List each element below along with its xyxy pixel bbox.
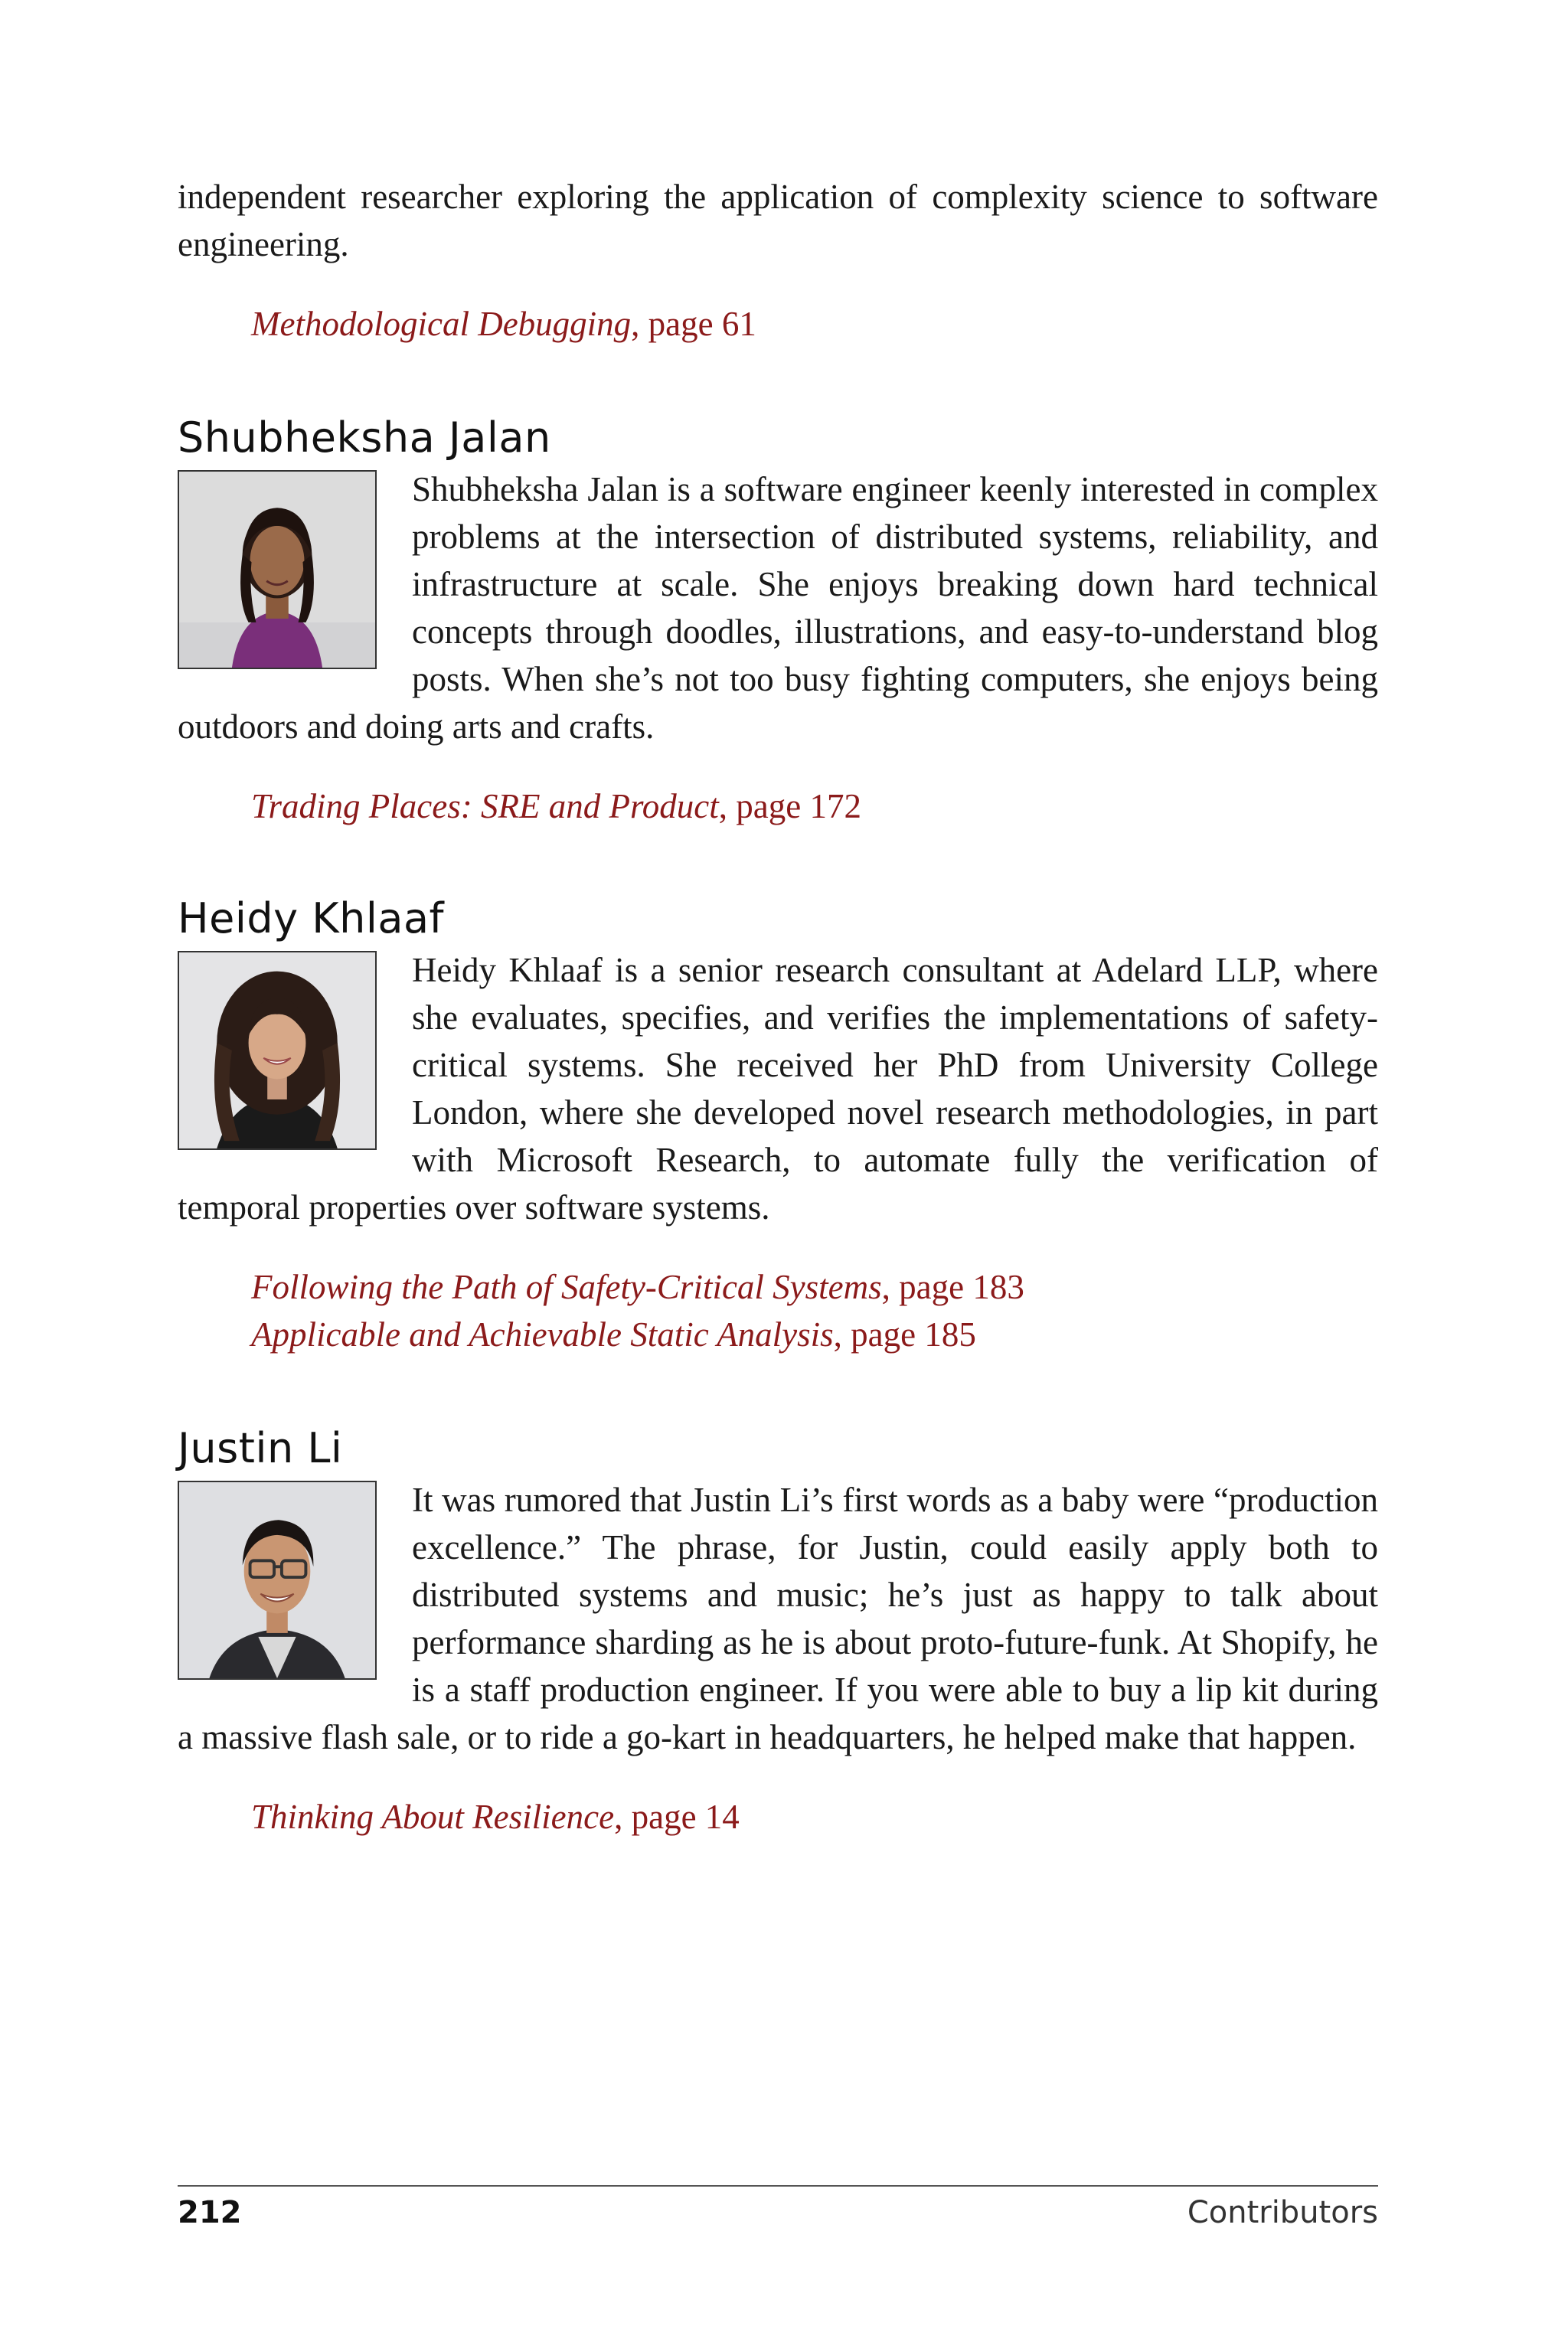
page-number: 212: [178, 2195, 242, 2230]
reference-title: Thinking About Resilience: [251, 1798, 615, 1836]
reference-page: , page 185: [833, 1315, 976, 1354]
contributor-name: Justin Li: [178, 1424, 343, 1472]
reference-page: , page 61: [631, 305, 756, 343]
portrait-image: [179, 1482, 375, 1678]
contributor-bio: Shubheksha Jalan is a software engineer keenly interested in complex problems at the intersection of distributed systems, reliability, and infrastructure at scale. She enjoys breaking down hard technical concepts through doodles, illustrations, and easy-to-understand blog posts. When she’s not too busy fighting computers, she enjoys being outdoors and doing arts and crafts.: [178, 470, 1378, 746]
footer-rule: [178, 2185, 1378, 2187]
contributor-entry: [178, 1424, 1378, 1841]
contributor-bio: It was rumored that Justin Li’s first words as a baby were “production excellence.” The phrase, for Justin, could easily apply both to distributed systems and music; he’s just as happy to talk about performance sharding as he is about proto-future-funk. At Shopify, he is a staff production engineer. If you were able to buy a lip kit during a massive flash sale, or to ride a go-kart in headquarters, he helped make that happen.: [178, 1481, 1378, 1756]
reference-link[interactable]: [178, 782, 1378, 830]
contributor-photo: [178, 1481, 377, 1680]
reference-page: , page 172: [718, 787, 861, 825]
contributor-bio: Heidy Khlaaf is a senior research consultant at Adelard LLP, where she evaluates, specifies, and verifies the implementations of safety-critical systems. She received her PhD from University College London, where she developed novel research methodologies, in part with Microsoft Research, to automate fully the verification of temporal properties over software systems.: [178, 951, 1378, 1227]
contributor-name: Shubheksha Jalan: [178, 413, 551, 462]
reference-title: Applicable and Achievable Static Analysis: [251, 1315, 834, 1354]
running-head: Contributors: [1187, 2195, 1378, 2230]
contributor-photo: [178, 470, 377, 669]
portrait-image: [179, 952, 375, 1148]
contributor-name: Heidy Khlaaf: [178, 894, 445, 942]
reference-link[interactable]: [178, 1311, 1378, 1358]
intro-references: [178, 300, 1378, 348]
portrait-image: [179, 472, 375, 668]
intro-paragraph: independent researcher exploring the application of complexity science to software engineering.: [178, 178, 1378, 263]
reference-title: Trading Places: SRE and Product: [251, 787, 719, 825]
contributor-entry: [178, 894, 1378, 1358]
reference-page: , page 183: [881, 1268, 1024, 1306]
reference-title: Methodological Debugging: [251, 305, 632, 343]
reference-page: , page 14: [614, 1798, 740, 1836]
contributor-photo: [178, 951, 377, 1150]
reference-link[interactable]: [178, 1263, 1378, 1311]
book-page: [178, 0, 1378, 2352]
reference-link[interactable]: [178, 1793, 1378, 1841]
reference-title: Following the Path of Safety-Critical Systems: [251, 1268, 882, 1306]
reference-link[interactable]: [178, 300, 1378, 348]
contributor-entry: [178, 413, 1378, 830]
